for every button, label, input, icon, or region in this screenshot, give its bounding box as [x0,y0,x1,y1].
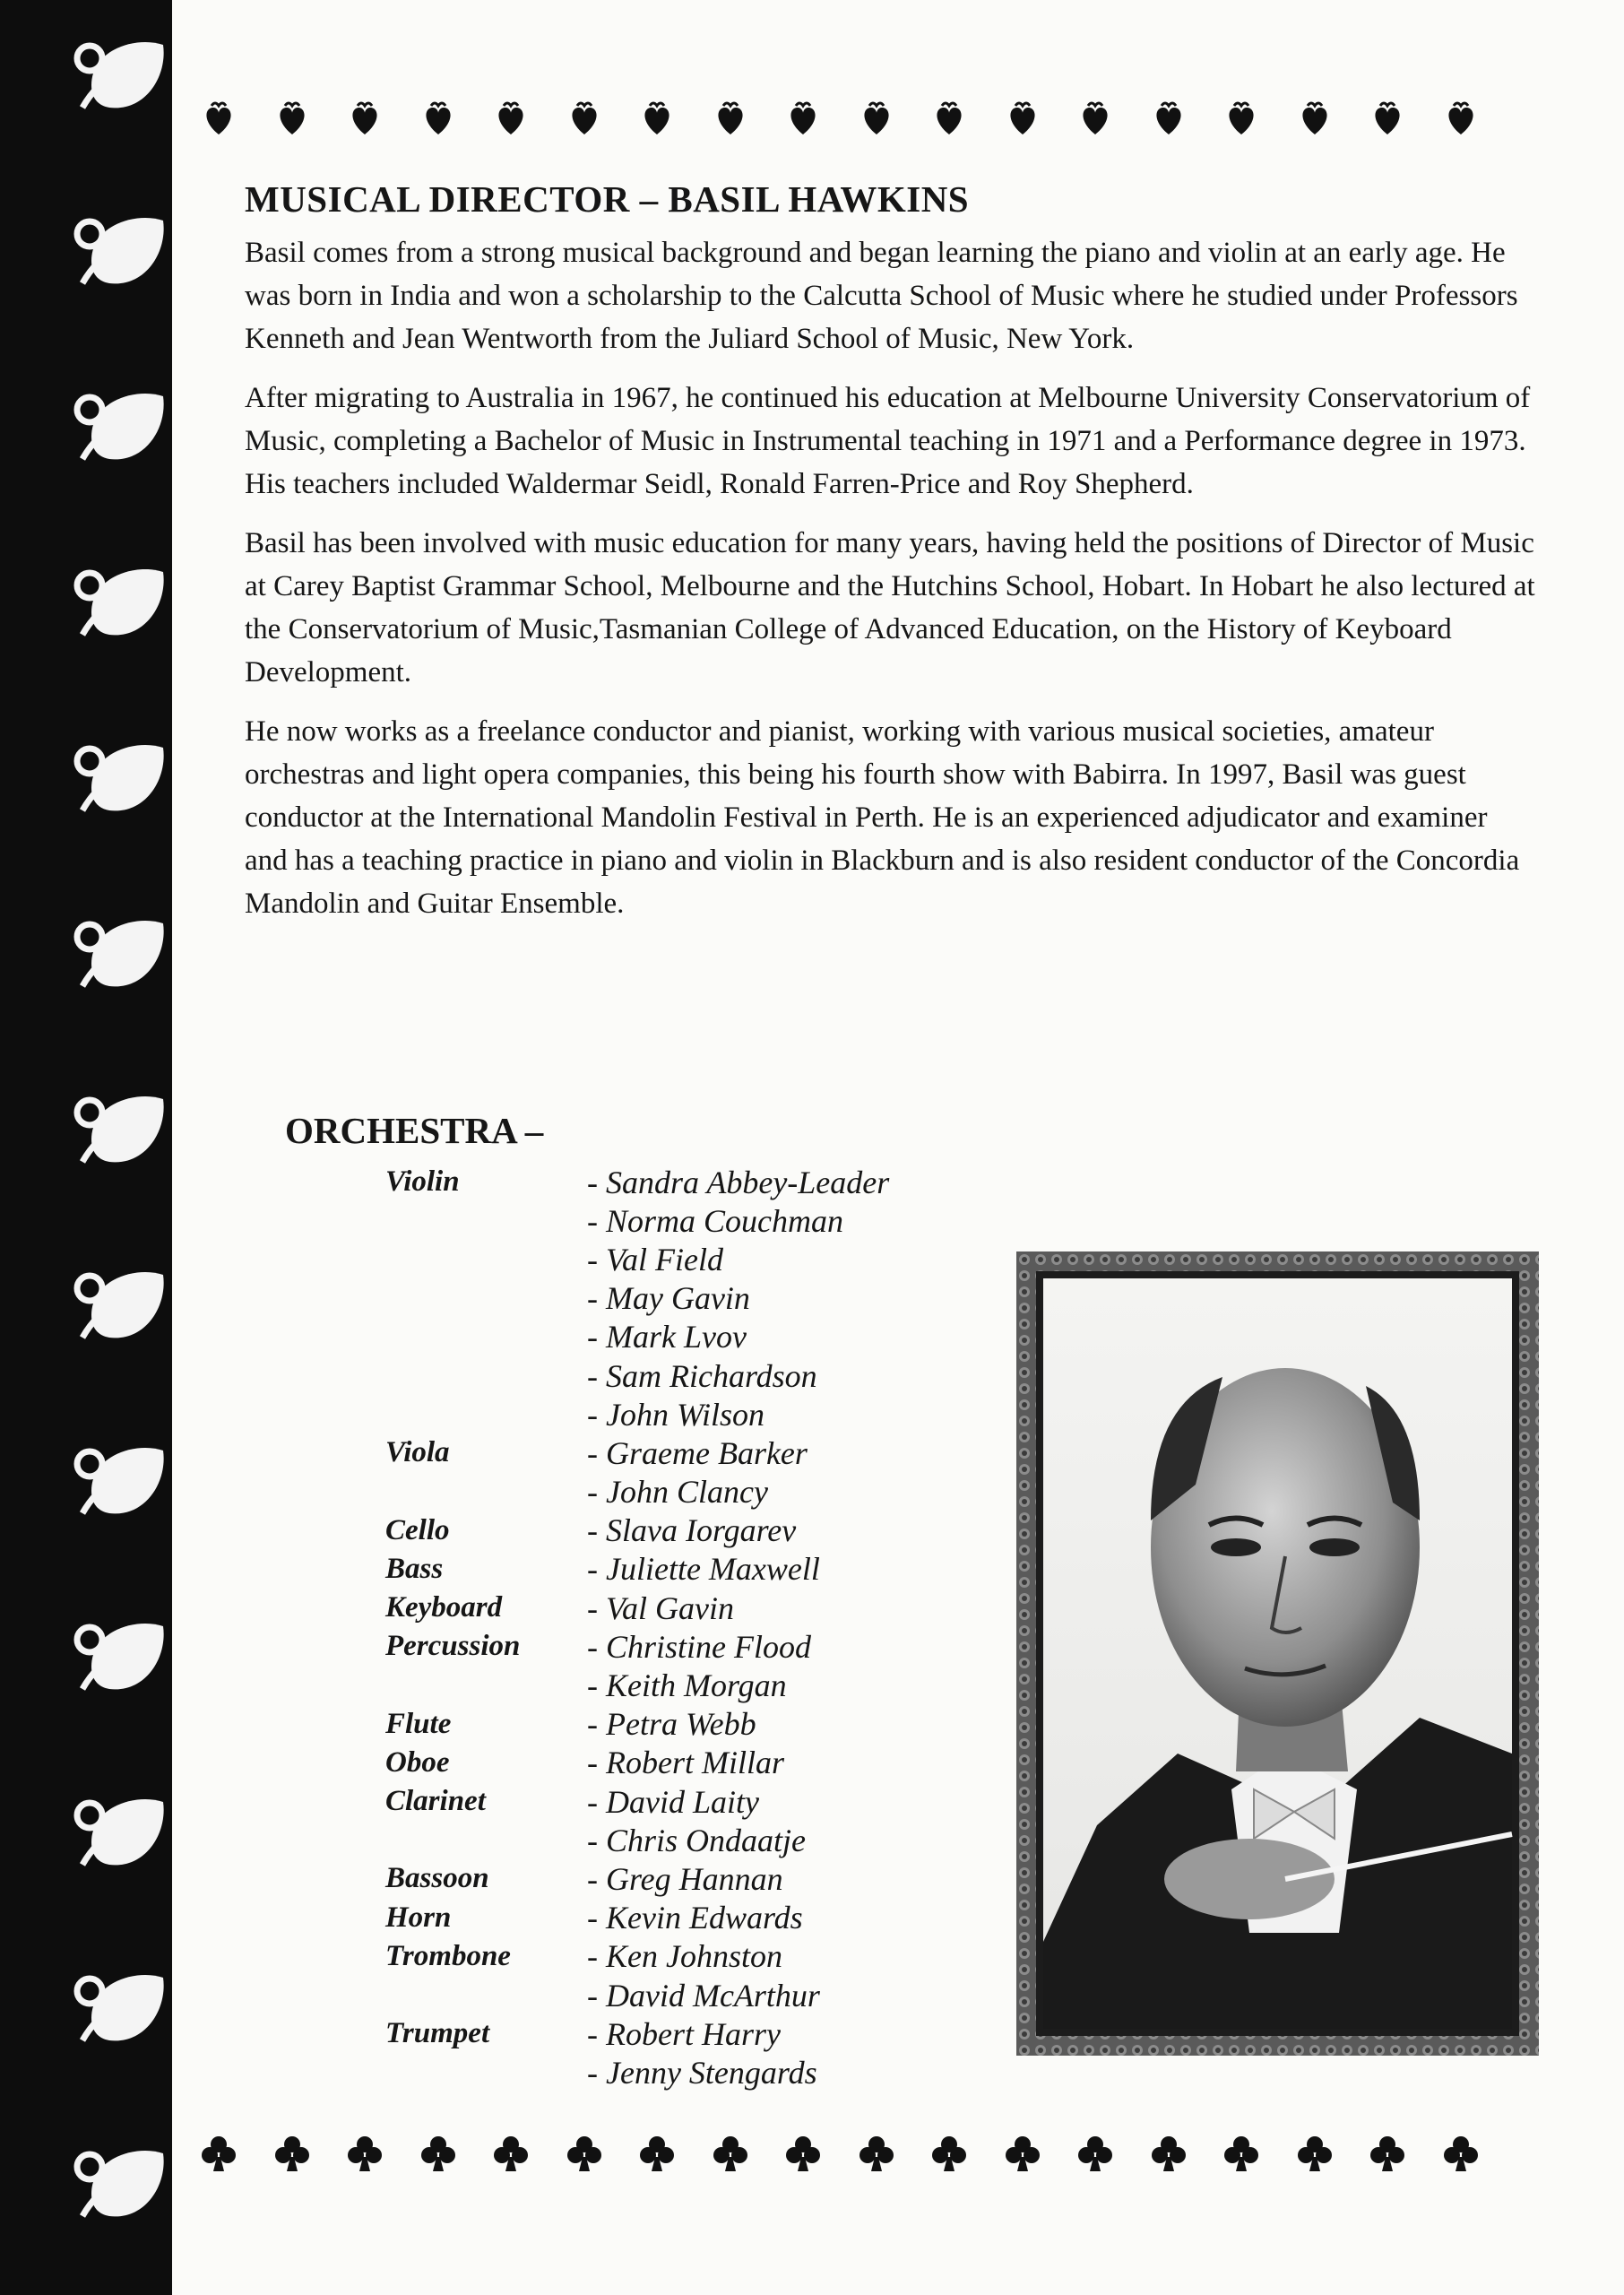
orchestra-row [385,1395,889,1433]
heart-ornament-icon [565,99,604,138]
top-ornament-row [0,90,1624,152]
club-ornament-icon [711,2134,750,2173]
club-ornament-icon [491,2134,531,2173]
orchestra-row [385,1899,889,1937]
orchestra-player-name: - David McArthur [587,1977,820,2014]
orchestra-section-label: Violin [385,1165,460,1199]
bio-section [245,178,1535,941]
leaf-ornament-icon [73,1252,172,1351]
orchestra-player-name: - Robert Harry [587,2015,781,2052]
orchestra-row [385,2053,889,2091]
orchestra-row [385,1240,889,1278]
club-ornament-icon [1295,2134,1335,2173]
orchestra-row [385,1705,889,1744]
orchestra-row [385,1859,889,1898]
leaf-ornament-icon [73,1428,172,1527]
orchestra-row [385,1744,889,1782]
heart-ornament-icon [711,99,750,138]
club-ornament-icon [637,2134,677,2173]
orchestra-row [385,1356,889,1395]
club-ornament-icon [929,2134,969,2173]
orchestra-row [385,2014,889,2053]
leaf-ornament-icon [73,901,172,1000]
orchestra-player-name: - May Gavin [587,1280,750,1317]
orchestra-player-name: - Petra Webb [587,1706,756,1743]
orchestra-row [385,1976,889,2014]
orchestra-row [385,1279,889,1318]
heart-ornament-icon [1295,99,1335,138]
orchestra-row [385,1821,889,1859]
club-ornament-icon [1149,2134,1188,2173]
club-ornament-icon [1441,2134,1481,2173]
club-ornament-icon [783,2134,823,2173]
conductor-photo [1016,1251,1539,2056]
club-ornament-icon [345,2134,384,2173]
heart-ornament-icon [929,99,969,138]
orchestra-player-name: - David Laity [587,1783,759,1820]
orchestra-player-name: - Kevin Edwards [587,1900,803,1936]
club-ornament-icon [1003,2134,1042,2173]
heart-ornament-icon [199,99,238,138]
heart-ornament-icon [272,99,312,138]
heart-ornament-icon [1149,99,1188,138]
bio-paragraph: Basil comes from a strong musical background and began learning the piano and violin at an early age. He was born in India and won a scholarship to the Calcutta School of Music where he studied under Professors Kenneth and Jean Wentworth from the Juliard School of Music, New York. [245,237,1518,355]
orchestra-section-label: Clarinet [385,1785,486,1818]
leaf-ornament-icon [73,550,172,648]
heart-ornament-icon [1368,99,1407,138]
heart-ornament-icon [857,99,896,138]
club-ornament-icon [1075,2134,1115,2173]
orchestra-row [385,1550,889,1589]
orchestra-heading: ORCHESTRA – [285,1110,544,1151]
orchestra-row [385,1318,889,1356]
left-ornamental-border [0,0,172,2295]
club-ornament-icon [272,2134,312,2173]
orchestra-player-name: - Keith Morgan [587,1667,787,1704]
orchestra-section-label: Viola [385,1436,450,1469]
leaf-ornament-icon [73,1955,172,2054]
bottom-ornament-row [0,2125,1624,2187]
heart-ornament-icon [419,99,458,138]
orchestra-player-name: - Sam Richardson [587,1357,817,1394]
orchestra-row [385,1201,889,1240]
heart-ornament-icon [1441,99,1481,138]
orchestra-row [385,1473,889,1511]
orchestra-section-label: Keyboard [385,1591,503,1624]
orchestra-player-name: - Chris Ondaatje [587,1822,807,1858]
orchestra-section-label: Bassoon [385,1862,489,1895]
orchestra-player-name: - Graeme Barker [587,1434,808,1471]
club-ornament-icon [857,2134,896,2173]
leaf-ornament-icon [73,725,172,824]
bio-paragraph: He now works as a freelance conductor and pianist, working with various musical societies, amateur orchestras and light opera companies, this being his fourth show with Babirra. In 1997, Basil was guest conductor at the International Mandolin Festival in Perth. He is an experienced adjudicator and examiner and has a teaching practice in piano and violin in Blackburn and is also resident conductor of the Concordia Mandolin and Guitar Ensemble. [245,715,1520,920]
orchestra-row [385,1782,889,1821]
orchestra-row [385,1666,889,1704]
club-ornament-icon [419,2134,458,2173]
orchestra-player-name: - John Wilson [587,1396,764,1433]
orchestra-player-name: - Slava Iorgarev [587,1512,797,1549]
orchestra-player-name: - Norma Couchman [587,1202,843,1239]
leaf-ornament-icon [73,1780,172,1878]
club-ornament-icon [1222,2134,1261,2173]
club-ornament-icon [1368,2134,1407,2173]
leaf-ornament-icon [73,374,172,472]
leaf-ornament-icon [73,198,172,297]
orchestra-player-name: - Ken Johnston [587,1938,782,1975]
orchestra-section-label: Horn [385,1901,452,1934]
orchestra-section-label: Cello [385,1513,450,1546]
orchestra-player-name: - Sandra Abbey-Leader [587,1164,890,1200]
club-ornament-icon [565,2134,604,2173]
orchestra-player-name: - John Clancy [587,1474,768,1511]
leaf-ornament-icon [73,1604,172,1702]
heart-ornament-icon [637,99,677,138]
bio-paragraph: Basil has been involved with music education for many years, having held the positions of Director of Music at Carey Baptist Grammar School, Melbourne and the Hutchins School, Hobart. In Hobart he also lectured at the Conservatorium of Music,Tasmanian College of Advanced Education, on the History of Keyboard Development. [245,527,1535,688]
heart-ornament-icon [783,99,823,138]
orchestra-row [385,1433,889,1472]
orchestra-row [385,1511,889,1550]
orchestra-row [385,1937,889,1976]
orchestra-row [385,1589,889,1627]
orchestra-row [385,1163,889,1201]
bio-paragraph: After migrating to Australia in 1967, he continued his education at Melbourne University Conservatorium of Music, completing a Bachelor of Music in Instrumental teaching in 1971 and a Performance degree in 1973. His teachers included Waldermar Seidl, Ronald Farren-Price and Roy Shepherd. [245,382,1531,500]
orchestra-player-name: - Christine Flood [587,1628,811,1665]
heart-ornament-icon [1075,99,1115,138]
conductor-portrait-photo [1016,1251,1539,2056]
orchestra-player-name: - Greg Hannan [587,1860,783,1897]
orchestra-player-name: - Jenny Stengards [587,2054,817,2091]
leaf-ornament-icon [73,1077,172,1175]
orchestra-section-label: Oboe [385,1745,450,1779]
club-ornament-icon [199,2134,238,2173]
bio-heading: MUSICAL DIRECTOR – BASIL HAWKINS [245,178,970,220]
orchestra-section-label: Trombone [385,1939,511,1972]
heart-ornament-icon [491,99,531,138]
orchestra-section-label: Bass [385,1552,444,1585]
heart-ornament-icon [1222,99,1261,138]
orchestra-player-name: - Robert Millar [587,1745,784,1781]
orchestra-section-label: Flute [385,1707,452,1740]
orchestra-player-name: - Val Gavin [587,1589,734,1626]
orchestra-player-name: - Mark Lvov [587,1319,747,1355]
orchestra-list [385,1163,889,2092]
heart-ornament-icon [1003,99,1042,138]
orchestra-row [385,1627,889,1666]
orchestra-section-label: Percussion [385,1630,521,1663]
orchestra-player-name: - Juliette Maxwell [587,1551,820,1588]
heart-ornament-icon [345,99,384,138]
orchestra-player-name: - Val Field [587,1241,723,1277]
orchestra-section-label: Trumpet [385,2017,490,2050]
